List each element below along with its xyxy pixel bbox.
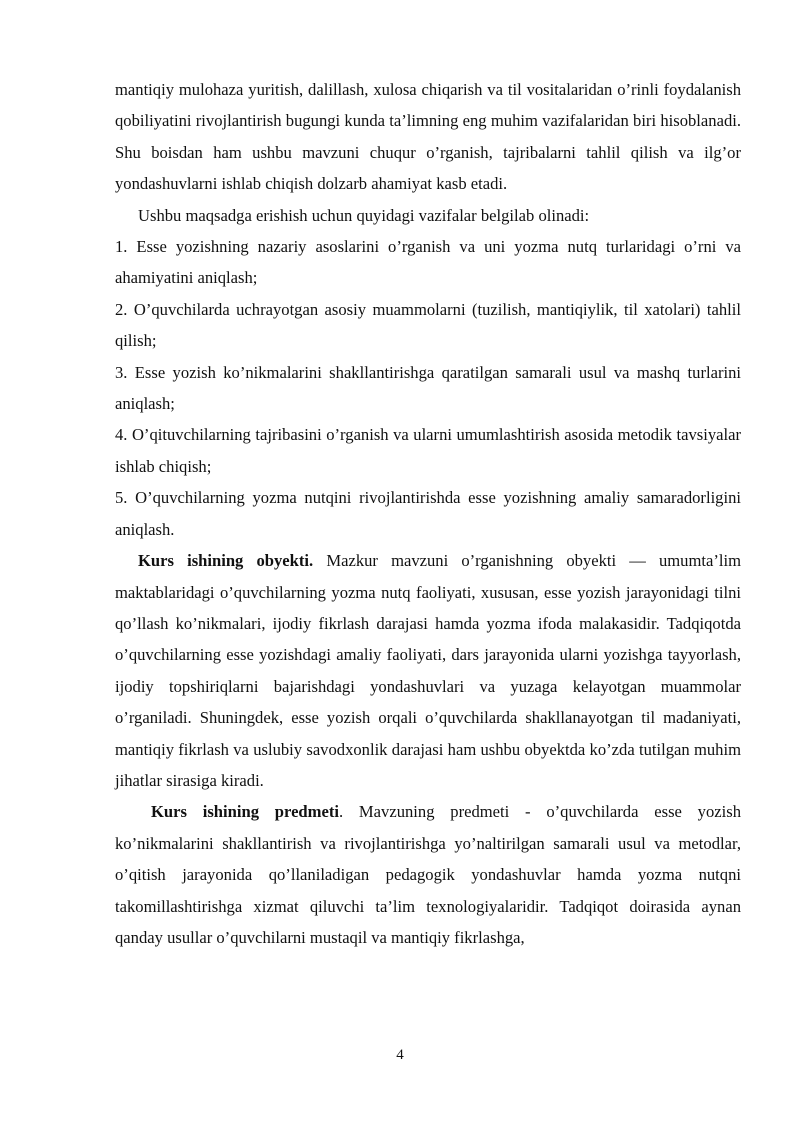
subject-heading: Kurs ishining predmeti (151, 802, 339, 822)
object-heading: Kurs ishining obyekti. (138, 551, 314, 571)
page-body (115, 74, 741, 953)
object-text: Mazkur mavzuni o’rganishning obyekti — umumta’lim maktablaridagi o’quvchilarning yozma nutq faoliyati, xususan, esse yozish jarayonidagi tilni qo’llash ko’nikmalari, ijodiy fikrlash darajasi hamda yozma ifoda malakasidir. Tadqiqotda o’quvchilarning esse yozishdagi amaliy faoliyati, dars jarayonida ularni yozishga tayyorlash, ijodiy topshiriqlarni bajarishdagi yondashuvlari va yuzaga kelayotgan muammolar o’rganiladi. Shuningdek, esse yozish orqali o’quvchilarda shakllanayotgan til madaniyati, mantiqiy fikrlash va uslubiy savodxonlik darajasi ham ushbu obyektda ko’zda tutilgan muhim jihatlar sirasiga kiradi. (115, 551, 741, 790)
page-number: 4 (396, 1047, 404, 1063)
subject-paragraph (115, 796, 741, 953)
task-item-3: 3. Esse yozish ko’nikmalarini shakllantirishga qaratilgan samarali usul va mashq turlarini aniqlash; (115, 362, 741, 414)
task-item-5: 5. O’quvchilarning yozma nutqini rivojlantirishda esse yozishning amaliy samaradorligini aniqlash. (115, 488, 741, 539)
intro-paragraph: mantiqiy mulohaza yuritish, dalillash, xulosa chiqarish va til vositalaridan o’rinli foydalanish qobiliyatini rivojlantirish bugungi kunda ta’limning eng muhim vazifalaridan biri hisoblanadi. Shu boisdan ham ushbu mavzuni chuqur o’rganish, tajribalarni tahlil qilish va ilg’or yondashuvlarni ishlab chiqish dolzarb ahamiyat kasb etadi. (115, 80, 741, 194)
subject-text: . Mavzuning predmeti - o’quvchilarda esse yozish ko’nikmalarini shakllantirish va rivojlantirishga yo’naltirilgan samarali usul va metodlar, o’qitish jarayonida qo’llaniladigan pedagogik yondashuvlar hamda yozma nutqni takomillashtirishga xizmat qiluvchi ta’lim texnologiyalaridir. Tadqiqot doirasida aynan qanday usullar o’quvchilarni mustaqil va mantiqiy fikrlashga, (115, 802, 741, 947)
task-item-1: 1. Esse yozishning nazariy asoslarini o’rganish va uni yozma nutq turlaridagi o’rni va ahamiyatini aniqlash; (115, 237, 741, 288)
task-item-4: 4. O’qituvchilarning tajribasini o’rganish va ularni umumlashtirish asosida metodik tavsiyalar ishlab chiqish; (115, 425, 741, 476)
object-paragraph (115, 545, 741, 796)
task-item-2: 2. O’quvchilarda uchrayotgan asosiy muammolarni (tuzilish, mantiqiylik, til xatolari) tahlil qilish; (115, 299, 741, 351)
tasks-intro-paragraph: Ushbu maqsadga erishish uchun quyidagi vazifalar belgilab olinadi: (138, 205, 590, 225)
